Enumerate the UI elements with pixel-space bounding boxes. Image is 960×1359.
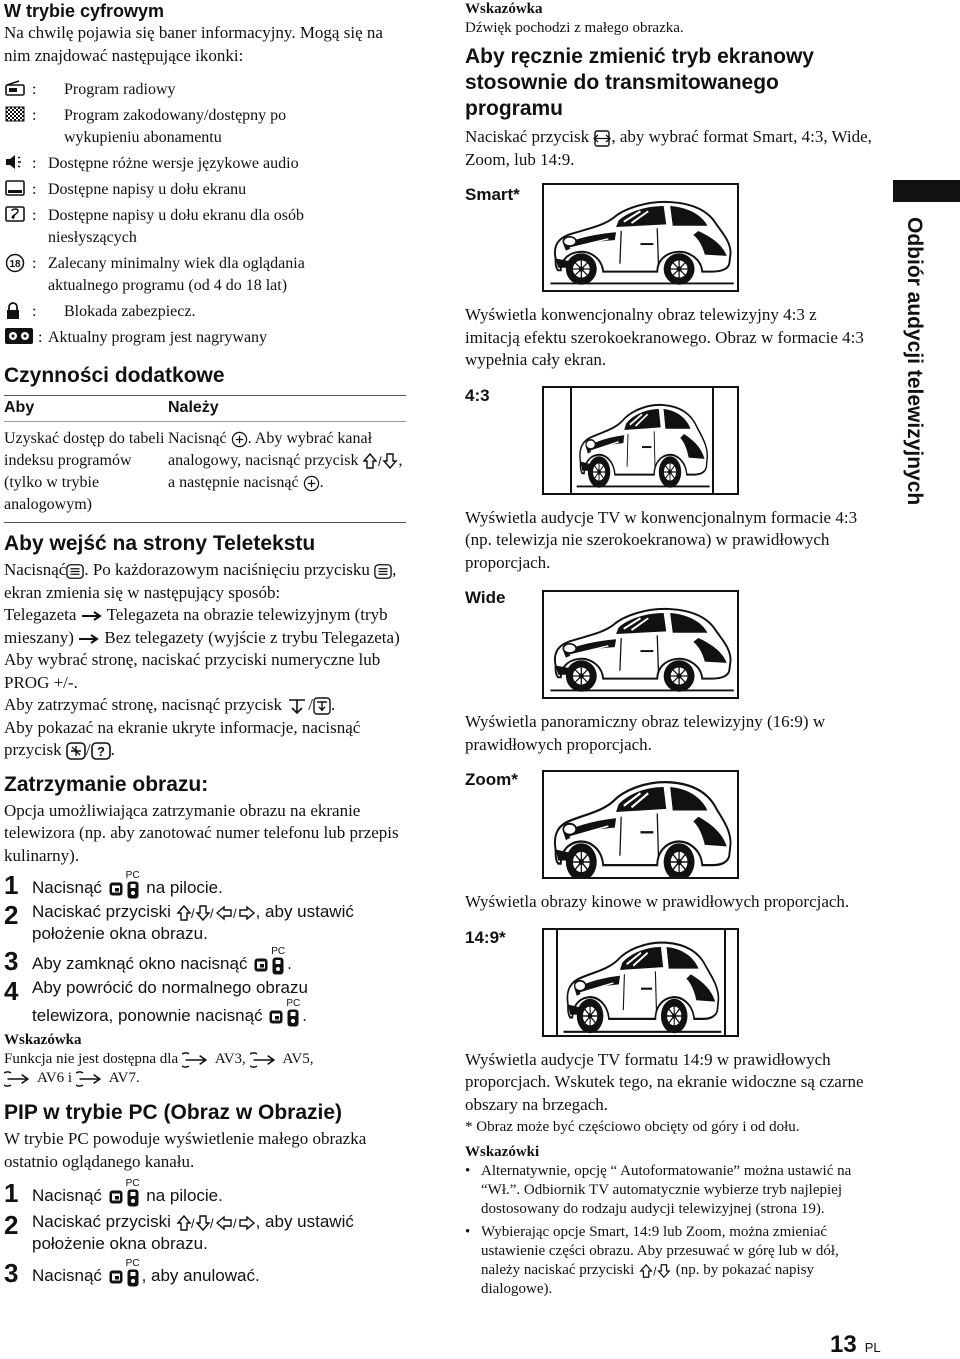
input-icon — [76, 1071, 106, 1087]
pip-pc-button — [254, 947, 285, 975]
tip-item — [481, 1223, 861, 1299]
mode-label-smart: Smart* — [465, 185, 520, 204]
pc-label: PC — [271, 946, 286, 957]
icon-row-label: Program zakodowany/dostępny po wykupieniu abonamentu — [64, 107, 287, 146]
pip-pc-button — [109, 871, 140, 899]
step-number: 2 — [4, 900, 19, 930]
tt-press: Nacisnąć — [4, 560, 67, 579]
icon-legend — [4, 79, 408, 349]
icon-row-label: Program radiowy — [64, 81, 176, 98]
table-row — [4, 422, 406, 516]
wide-mode-icon — [593, 130, 611, 147]
pip-step — [4, 1179, 408, 1207]
page-number-block — [830, 1331, 881, 1359]
pip-desc: W trybie PC powoduje wyświetlenie małego obrazka ostatnio oglądanego kanału. — [4, 1129, 367, 1171]
hint-title: Wskazówka — [4, 1032, 82, 1048]
icon-row-label: Dostępne różne wersje językowe audio — [48, 155, 299, 172]
mode-label-4-3: 4:3 — [465, 385, 490, 405]
table-header-nalezy: Należy — [168, 399, 219, 416]
freeze-desc: Opcja umożliwiająca zatrzymanie obrazu na ekranie telewizora (np. aby zanotować numer telefonu lub przepis kulinarny). — [4, 800, 399, 865]
step-text: , aby anulować. — [141, 1266, 260, 1285]
wide-mode-illustration — [542, 590, 739, 699]
input-icon — [182, 1052, 212, 1068]
aspect-intro-a: Naciskać przycisk — [465, 127, 590, 146]
record-icon — [4, 327, 38, 345]
pip-step — [4, 1259, 408, 1287]
step-number: 4 — [4, 976, 19, 1006]
scrambled-icon — [4, 105, 32, 123]
step-text: , aby ustawić położenie okna obrazu. — [32, 902, 354, 943]
extra-functions-title: Czynności dodatkowe — [4, 364, 225, 387]
step-text: Nacisnąć — [32, 878, 102, 897]
ok-button-icon — [231, 431, 248, 448]
step-text: Naciskać przyciski — [32, 1212, 171, 1231]
mode-desc-4-3: Wyświetla audycje TV w konwencjonalnym formacie 4:3 (np. telewizja nie szerokoekranowa) w prawidłowych proporcjach. — [465, 507, 858, 572]
step-text: . — [287, 954, 292, 973]
icon-row-audio: : Dostępne różne wersje językowe audio — [4, 153, 408, 175]
4-3-mode-illustration — [542, 386, 739, 495]
tip-text: Dźwięk pochodzi z małego obrazka. — [465, 20, 684, 36]
input-icon — [250, 1052, 280, 1068]
tip-item: • Alternatywnie, opcję “ Autoformatowanie” można ustawić na “Wł.”. Odbiornik TV automatycznie wybierze tryb najlepiej dostosowany do rodzaju audycji telewizyjnej (strona 19). — [481, 1162, 861, 1219]
tt-mode-3: Bez telegazety (wyjście z trybu Telegazeta) — [104, 627, 400, 647]
step-text: Aby powrócić do normalnego obrazu telewizora, ponownie nacisnąć — [32, 978, 308, 1025]
tt-line2: , ekran zmienia się w następujący sposób: — [4, 560, 397, 602]
icon-row-label: Aktualny program jest nagrywany — [48, 329, 268, 346]
pc-label: PC — [286, 998, 301, 1009]
functions-table — [4, 396, 406, 523]
pip-steps — [4, 1179, 408, 1287]
up-down-arrows-icon — [362, 452, 398, 470]
up-down-arrows-icon — [638, 1263, 672, 1279]
radio-icon — [4, 79, 32, 97]
age-rating-icon — [4, 253, 32, 273]
icon-row-age: 18 : Zalecany minimalny wiek dla oglądania aktualnego programu (od 4 do 18 lat) — [4, 253, 408, 297]
pip-pc-button — [109, 1179, 140, 1207]
tt-reveal: Aby pokazać na ekranie ukryte informacje, nacisnąć przycisk — [4, 717, 361, 759]
table-header-aby: Aby — [4, 399, 35, 416]
hint-av7: AV7. — [108, 1070, 140, 1086]
pc-label: PC — [125, 870, 140, 881]
table-cell-goal: Uzyskać dostęp do tabeli indeksu programów (tylko w trybie analogowym) — [4, 430, 165, 513]
tt-hold: Aby zatrzymać stronę, nacisnąć przycisk — [4, 695, 283, 714]
aspect-title: Aby ręcznie zmienić tryb ekranowy stosownie do transmitowanego programu — [465, 45, 814, 120]
step-text: Nacisnąć — [32, 1266, 102, 1285]
aspect-intro-b: , aby wybrać format Smart, 4:3, Wide, Zoom, lub 14:9. — [465, 127, 872, 169]
icon-row-label: Zalecany minimalny wiek dla oglądania aktualnego programu (od 4 do 18 lat) — [48, 255, 305, 294]
left-column — [4, 0, 408, 1287]
input-icon — [4, 1071, 34, 1087]
icon-row-record: : Aktualny program jest nagrywany — [4, 327, 408, 349]
mode-label-zoom: Zoom* — [465, 770, 518, 789]
step-text: , aby ustawić położenie okna obrazu. — [32, 1212, 354, 1253]
step-text: Naciskać przyciski — [32, 902, 171, 921]
audio-icon — [4, 153, 32, 171]
pip-pc-button — [269, 999, 300, 1027]
tip-title: Wskazówka — [465, 1, 543, 17]
lock-icon — [4, 301, 32, 321]
step-number: 1 — [4, 870, 19, 900]
subtitle-icon — [4, 179, 32, 197]
table-cell-text-b: . Aby wybrać kanał analogowy, nacisnąć przycisk — [168, 430, 373, 469]
freeze-step — [4, 871, 408, 899]
right-column — [465, 0, 875, 1303]
icon-row-hearing: : Dostępne napisy u dołu ekranu dla osób niesłyszących — [4, 205, 408, 249]
icon-row-lock: : Blokada zabezpiecz. — [4, 301, 408, 323]
icon-row-label: Dostępne napisy u dołu ekranu dla osób niesłyszących — [48, 207, 304, 246]
mode-label-wide: Wide — [465, 588, 506, 607]
step-text: na pilocie. — [146, 1186, 223, 1205]
freeze-title: Zatrzymanie obrazu: — [4, 772, 209, 796]
pc-label: PC — [125, 1178, 140, 1189]
tip-item-text-end: (np. by pokazać napisy dialogowe). — [481, 1262, 815, 1297]
ok-button-icon — [303, 475, 320, 492]
step-text: Aby zamknąć okno nacisnąć — [32, 954, 248, 973]
pip-title: PIP w trybie PC (Obraz w Obrazie) — [4, 1101, 343, 1124]
step-number: 2 — [4, 1210, 19, 1240]
tips-title: Wskazówki — [465, 1144, 540, 1160]
page-language: PL — [864, 1340, 881, 1355]
freeze-steps — [4, 871, 408, 1027]
tt-mode-1: Telegazeta — [4, 605, 77, 624]
section-tab-marker — [893, 180, 960, 202]
table-header-row — [4, 396, 406, 421]
step-text: . — [302, 1006, 307, 1025]
hint-av5: AV5, — [282, 1051, 314, 1067]
mode-label-14-9: 14:9* — [465, 927, 506, 947]
smart-mode-illustration — [542, 183, 739, 292]
teletext-title: Aby wejść na strony Teletekstu — [4, 532, 316, 555]
hold-icon — [286, 697, 308, 715]
icon-row-subtitle: : Dostępne napisy u dołu ekranu — [4, 179, 408, 201]
mode-desc-zoom: Wyświetla obrazy kinowe w prawidłowych proporcjach. — [465, 892, 850, 911]
arrow-right-icon — [78, 633, 100, 645]
icon-row-radio: : Program radiowy — [4, 79, 408, 101]
digital-mode-title: W trybie cyfrowym — [4, 1, 165, 21]
freeze-step — [4, 901, 408, 945]
mode-desc-wide: Wyświetla panoramiczny obraz telewizyjny (16:9) w prawidłowych proporcjach. — [465, 712, 826, 754]
hint-av6: AV6 i — [36, 1070, 73, 1086]
aspect-intro — [465, 126, 873, 171]
hint-text-a: Funkcja nie jest dostępna dla — [4, 1051, 179, 1067]
hint-av3: AV3, — [214, 1051, 246, 1067]
age-glyph-text: 18 — [9, 259, 21, 270]
tips-list — [465, 1162, 861, 1299]
question-icon — [91, 742, 111, 760]
section-tab-label: Odbiór audycji telewizyjnych — [903, 217, 926, 506]
table-cell-text-c: , a następnie nacisnąć — [168, 452, 403, 491]
tt-line1: . Po każdorazowym naciśnięciu przycisku — [84, 560, 370, 579]
teletext-body: Nacisnąć . Po każdorazowym naciśnięciu przycisku , ekran zmienia się w następujący sposób: Telegazeta Telegazeta na obrazie telewizyjnym (tryb mieszany) Bez telegazety (wyjście z trybu Telegazeta) Aby wybrać stronę, naciskać przyciski numeryczne lub PROG +/-. Aby zatrzymać stronę, nacisnąć przycisk / . Aby pokazać na ekranie ukryte informacje, nacisnąć przycisk / ? . — [4, 560, 400, 760]
step-text: na pilocie. — [146, 878, 223, 897]
pc-label: PC — [125, 1258, 140, 1269]
step-text: Nacisnąć — [32, 1186, 102, 1205]
pip-step — [4, 1211, 408, 1255]
hearing-impaired-icon — [4, 205, 32, 223]
footnote: * Obraz może być częściowo obcięty od góry i od dołu. — [465, 1119, 800, 1135]
digital-mode-intro: Na chwilę pojawia się baner informacyjny. Mogą się na nim znajdować następujące ikonki: — [4, 23, 383, 65]
direction-arrows-icon — [176, 1214, 256, 1232]
zoom-mode-illustration — [542, 770, 739, 879]
table-cell-action: Nacisnąć . Aby wybrać kanał analogowy, nacisnąć przycisk , a następnie nacisnąć . — [168, 430, 403, 491]
teletext-icon — [374, 563, 392, 580]
icon-row-label: Blokada zabezpiecz. — [64, 303, 196, 320]
direction-arrows-icon — [176, 904, 256, 922]
step-number: 3 — [4, 1258, 19, 1288]
step-number: 3 — [4, 946, 19, 976]
icon-row-label: Dostępne napisy u dołu ekranu — [48, 181, 247, 198]
page-number: 13 — [830, 1331, 857, 1358]
hint-text — [4, 1050, 394, 1088]
pip-pc-button — [109, 1259, 140, 1287]
hold-page-icon — [313, 697, 331, 715]
tip-item-text: Wybierając opcje Smart, 14:9 lub Zoom, można zmieniać ustawienie części obrazu. Aby przesuwać w górę lub w dół, należy naciskać przyciski — [481, 1224, 839, 1278]
freeze-step — [4, 977, 408, 1027]
14-9-mode-illustration — [542, 928, 739, 1037]
tt-mode-2: Telegazeta na obrazie telewizyjnym (tryb mieszany) — [4, 605, 388, 647]
freeze-step — [4, 947, 408, 975]
mode-desc-smart: Wyświetla konwencjonalny obraz telewizyjny 4:3 z imitacją efektu szerokoekranowego. Obraz w formacie 4:3 wypełnia cały ekran. — [465, 305, 864, 369]
teletext-icon — [66, 563, 84, 580]
arrow-right-icon — [81, 610, 103, 622]
icon-row-scrambled: : Program zakodowany/dostępny po wykupieniu abonamentu — [4, 105, 408, 149]
tt-page: Aby wybrać stronę, naciskać przyciski numeryczne lub PROG +/-. — [4, 650, 381, 692]
reveal-icon — [66, 742, 86, 760]
step-number: 1 — [4, 1178, 19, 1208]
mode-desc-14-9: Wyświetla audycje TV formatu 14:9 w prawidłowych proporcjach. Wskutek tego, na ekranie widoczne są czarne obszary na brzegach. — [465, 1049, 864, 1114]
table-cell-text-a: Nacisnąć — [168, 430, 227, 447]
svg-text:?: ? — [96, 744, 105, 760]
